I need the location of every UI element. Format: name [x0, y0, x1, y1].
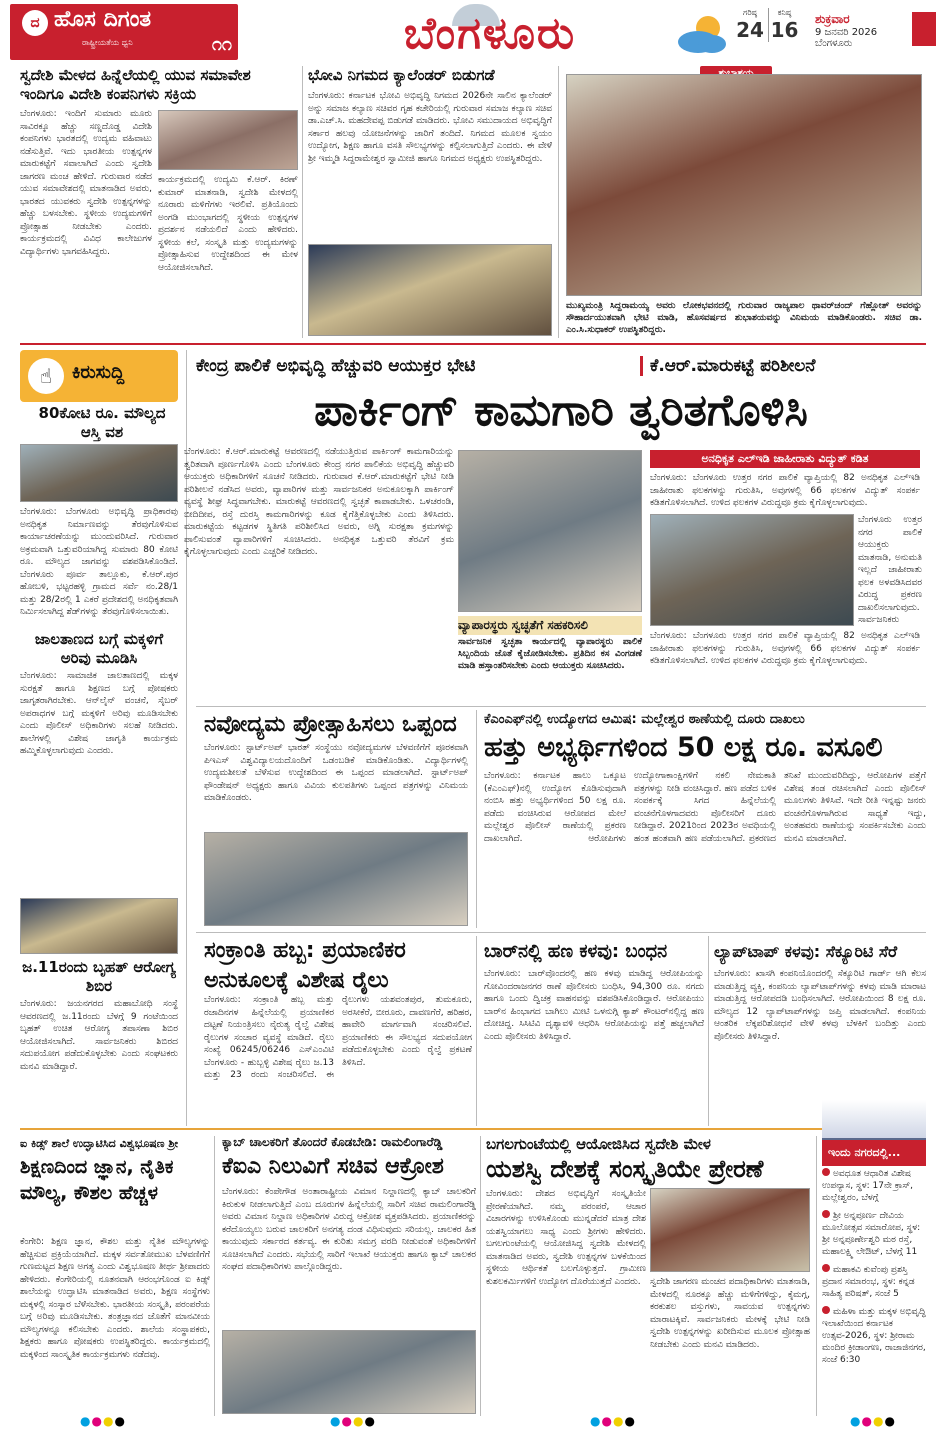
- top-left-body-2: ಕಾರ್ಯಕ್ರಮದಲ್ಲಿ ಉದ್ಯಮಿ ಕೆ.ಆರ್. ಕಿರಣ್ ಕುಮಾರ್ ಮಾತನಾಡಿ, ಸ್ವದೇಶಿ ಮೇಳದಲ್ಲಿ ನೂರಾರು ಮಳಿಗೆಗಳು ಇರಲಿವೆ. ಪ್ರತಿಯೊಂದು ಅಂಗಡಿ ಮುಂಭಾಗದಲ್ಲಿ ಸ್ಥಳೀಯ ಉತ್ಪನ್ನಗಳ ಪ್ರದರ್ಶನ ನಡೆಯಲಿದೆ ಎಂದು ಹೇಳಿದರು. ಸ್ಥಳೀಯ ಕಲೆ, ಸಂಸ್ಕೃತಿ ಮತ್ತು ಉದ್ಯಮಗಳನ್ನು ಪ್ರೋತ್ಸಾಹಿಸುವ ಉದ್ದೇಶದಿಂದ ಈ ಮೇಳ ಆಯೋಜಿಸಲಾಗಿದೆ.: [158, 175, 298, 273]
- bullet-icon: [822, 1168, 830, 1176]
- cab-photo: [222, 1330, 476, 1414]
- market-photo-title: ವ್ಯಾಪಾರಸ್ಥರು ಸ್ವಚ್ಛತೆಗೆ ಸಹಕರಿಸಲಿ: [458, 616, 642, 635]
- bhovi-body: ಬೆಂಗಳೂರು: ಕರ್ನಾಟಕ ಭೋವಿ ಅಭಿವೃದ್ಧಿ ನಿಗಮದ 2026ನೇ ಸಾಲಿನ ಕ್ಯಾಲೆಂಡರ್ ಅನ್ನು ಸಮಾಜ ಕಲ್ಯಾಣ ಸಚಿವರ ಗೃಹ ಕಚೇರಿಯಲ್ಲಿ ಗುರುವಾರ ಸಮಾಜ ಕಲ್ಯಾಣ ಸಚಿವ ಡಾ.ಎಚ್.ಸಿ. ಮಹದೇವಪ್ಪ ಬಿಡುಗಡೆ ಮಾಡಿದರು. ಭೋವಿ ಸಮುದಾಯದ ಅಭಿವೃದ್ಧಿಗೆ ಸರ್ಕಾರ ಹಲವು ಯೋಜನೆಗಳನ್ನು ಜಾರಿಗೆ ತಂದಿದೆ. ನಿಗಮದ ಮೂಲಕ ಸ್ವಯಂ ಉದ್ಯೋಗ, ಶಿಕ್ಷಣ ಹಾಗೂ ವಸತಿ ಸೌಲಭ್ಯಗಳನ್ನು ಕಲ್ಪಿಸಲಾಗುತ್ತಿದೆ ಎಂದರು. ಈ ವೇಳೆ ಶ್ರೀ ಇಮ್ಮಡಿ ಸಿದ್ದರಾಮೇಶ್ವರ ಸ್ವಾಮೀಜಿ ಹಾಗೂ ನಿಗಮದ ಅಧ್ಯಕ್ಷರು ಉಪಸ್ಥಿತರಿದ್ದರು.: [308, 91, 552, 164]
- brief-1-body: ಬೆಂಗಳೂರು: ಬೆಂಗಳೂರು ಅಭಿವೃದ್ಧಿ ಪ್ರಾಧಿಕಾರವು ಅನಧಿಕೃತ ನಿರ್ಮಾಣವನ್ನು ತೆರವುಗೊಳಿಸುವ ಕಾರ್ಯಾಚರಣೆಯನ್ನು ಮುಂದುವರಿಸಿದೆ. ಗುರುವಾರ ಅಕ್ರಮವಾಗಿ ಒತ್ತುವರಿಯಾಗಿದ್ದ ಸುಮಾರು 80 ಕೋಟಿ ರೂ. ಮೌಲ್ಯದ ಜಾಗವನ್ನು ವಶಪಡಿಸಿಕೊಂಡಿದೆ. ಬೆಂಗಳೂರು ಪೂರ್ವ ತಾಲ್ಲೂಕು, ಕೆ.ಆರ್.ಪುರ ಹೋಬಳಿ, ಭಟ್ಟರಹಳ್ಳಿ ಗ್ರಾಮದ ಸರ್ವೆ ನಂ.28/1 ಮತ್ತು 28/2ರಲ್ಲಿ 1 ಎಕರೆ ಪ್ರದೇಶದಲ್ಲಿ ಅನಧಿಕೃತವಾಗಿ ನಿರ್ಮಿಸಲಾಗಿದ್ದ ಶೆಡ್‌ಗಳನ್ನು ತೆರವುಗೊಳಿಸಲಾಯಿತು.: [20, 507, 178, 617]
- column-divider: [708, 936, 709, 1126]
- kmf-headline: ಹತ್ತು ಅಭ್ಯರ್ಥಿಗಳಿಂದ 50 ಲಕ್ಷ ರೂ. ವಸೂಲಿ: [484, 732, 883, 763]
- column-divider: [302, 66, 303, 338]
- brief-2-body: ಬೆಂಗಳೂರು: ಸಾಮಾಜಿಕ ಜಾಲತಾಣದಲ್ಲಿ ಮಕ್ಕಳ ಸುರಕ್ಷತೆ ಹಾಗೂ ಶಿಕ್ಷಣದ ಬಗ್ಗೆ ಪೋಷಕರು ಜಾಗೃತರಾಗಿರಬೇಕು. ಆನ್‌ಲೈನ್ ವಂಚನೆ, ಸೈಬರ್ ಅಪರಾಧಗಳ ಬಗ್ಗೆ ಮಕ್ಕಳಿಗೆ ಅರಿವು ಮೂಡಿಸಬೇಕು ಎಂದು ಪೊಲೀಸ್ ಅಧಿಕಾರಿಗಳು ಸಲಹೆ ನೀಡಿದರು. ಶಾಲೆಗಳಲ್ಲಿ ವಿಶೇಷ ಜಾಗೃತಿ ಕಾರ್ಯಕ್ರಮ ಹಮ್ಮಿಕೊಳ್ಳಲಾಗುವುದು ಎಂದರು.: [20, 671, 178, 756]
- bullet-icon: [822, 1306, 830, 1314]
- school-kicker: ಐ ಕಿಡ್ಸ್ ಶಾಲೆ ಉದ್ಘಾಟಿಸಿದ ವಿಶ್ವಭೂಷಣ ಶ್ರೀ: [20, 1137, 179, 1150]
- brief-2-title: ಜಾಲತಾಣದ ಬಗ್ಗೆ ಮಕ್ಕಳಿಗೆ ಅರಿವು ಮೂಡಿಸಿ: [34, 630, 164, 667]
- kiru-suddi-banner: [20, 350, 178, 402]
- train-headline: ಸಂಕ್ರಾಂತಿ ಹಬ್ಬ: ಪ್ರಯಾಣಿಕರ ಅನುಕೂಲಕ್ಕೆ ವಿಶೇಷ ರೈಲು: [204, 938, 406, 993]
- weekday: ಶುಕ್ರವಾರ: [815, 12, 850, 26]
- main-kicker-left: ಕೇಂದ್ರ ಪಾಲಿಕೆ ಅಭಿವೃದ್ಧಿ ಹೆಚ್ಚುವರಿ ಆಯುಕ್ತರ ಭೇಟಿ: [196, 356, 476, 376]
- school-headline: ಶಿಕ್ಷಣದಿಂದ ಜ್ಞಾನ, ನೈತಿಕ ಮೌಲ್ಯ, ಕೌಶಲ ಹೆಚ್ಚಳ: [20, 1156, 174, 1204]
- hand-pointer-icon: ☝: [28, 358, 64, 394]
- logo-number: ೧೧: [211, 34, 232, 55]
- registration-marks: ●●●●: [590, 1414, 636, 1428]
- registration-marks: ●●●●: [850, 1414, 896, 1428]
- header-accent-bar: [912, 12, 936, 46]
- registration-marks: ●●●●: [80, 1414, 126, 1428]
- swadeshi-headline: ಯಶಸ್ವಿ ದೇಶಕ್ಕೆ ಸಂಸ್ಕೃತಿಯೇ ಪ್ರೇರಣೆ: [486, 1155, 764, 1183]
- events-title: ಇಂದು ನಗರದಲ್ಲಿ...: [822, 1140, 926, 1166]
- cab-body: ಬೆಂಗಳೂರು: ಕೆಂಪೇಗೌಡ ಅಂತಾರಾಷ್ಟ್ರೀಯ ವಿಮಾನ ನಿಲ್ದಾಣದಲ್ಲಿ ಕ್ಯಾಬ್ ಚಾಲಕರಿಗೆ ಕಿರುಕುಳ ನೀಡಲಾಗುತ್ತಿದೆ ಎಂಬ ದೂರುಗಳ ಹಿನ್ನೆಲೆಯಲ್ಲಿ ಸಾರಿಗೆ ಸಚಿವ ರಾಮಲಿಂಗಾರೆಡ್ಡಿ ಅವರು ವಿಮಾನ ನಿಲ್ದಾಣ ಅಧಿಕಾರಿಗಳ ವಿರುದ್ಧ ಆಕ್ರೋಶ ವ್ಯಕ್ತಪಡಿಸಿದರು. ಪ್ರಯಾಣಿಕರನ್ನು ಕರೆದೊಯ್ಯಲು ಬರುವ ಚಾಲಕರಿಗೆ ಅನಗತ್ಯ ದಂಡ ವಿಧಿಸುವುದು ಸರಿಯಲ್ಲ. ಚಾಲಕರ ಹಿತ ಕಾಯುವುದು ಸರ್ಕಾರದ ಕರ್ತವ್ಯ. ಈ ಕುರಿತು ಸಮಗ್ರ ವರದಿ ನೀಡುವಂತೆ ಅಧಿಕಾರಿಗಳಿಗೆ ಸೂಚಿಸಲಾಗಿದೆ ಎಂದರು. ಸಭೆಯಲ್ಲಿ ಸಾರಿಗೆ ಇಲಾಖೆ ಆಯುಕ್ತರು ಹಾಗೂ ಕ್ಯಾಬ್ ಚಾಲಕರ ಸಂಘದ ಪದಾಧಿಕಾರಿಗಳು ಪಾಲ್ಗೊಂಡಿದ್ದರು.: [222, 1187, 476, 1272]
- led-tag: ಅನಧಿಕೃತ ಎಲ್‌ಇಡಿ ಜಾಹೀರಾತು ವಿದ್ಯುತ್ ಕಡಿತ: [650, 450, 920, 468]
- brief-1-title: 80ಕೋಟಿ ರೂ. ಮೌಲ್ಯದ ಆಸ್ತಿ ವಶ: [38, 404, 166, 441]
- top-left-headline: ಸ್ವದೇಶಿ ಮೇಳದ ಹಿನ್ನೆಲೆಯಲ್ಲಿ ಯುವ ಸಮಾವೇಶ ಇಂದಿಗೂ ವಿದೇಶಿ ಕಂಪನಿಗಳು ಸಕ್ರಿಯ: [20, 66, 251, 103]
- kiru-suddi-title: ಕಿರುಸುದ್ದಿ: [72, 362, 125, 383]
- main-headline: ಪಾರ್ಕಿಂಗ್ ಕಾಮಗಾರಿ ತ್ವರಿತಗೊಳಿಸಿ: [314, 385, 808, 436]
- weather-max-label: ಗರಿಷ್ಠ: [743, 8, 757, 17]
- event-item: ಮಹಾಕವಿ ಕುವೆಂಪು ಪ್ರಶಸ್ತಿ ಪ್ರದಾನ ಸಮಾರಂಭ, ಸ್ಥಳ: ಕನ್ನಡ ಸಾಹಿತ್ಯ ಪರಿಷತ್, ಸಂಜೆ 5: [822, 1265, 915, 1299]
- brief-3-title: ಜ.11ರಂದು ಬೃಹತ್ ಆರೋಗ್ಯ ಶಿಬಿರ: [22, 958, 176, 995]
- column-divider: [476, 710, 477, 928]
- event-item: ಮಹಿಳಾ ಮತ್ತು ಮಕ್ಕಳ ಅಭಿವೃದ್ಧಿ ಇಲಾಖೆಯಿಂದ ಕರ್ನಾಟಕ ಉತ್ಸವ-2026, ಸ್ಥಳ: ಶ್ರೀರಾಮ ಮಂದಿರ ಕ್ರೀಡಾಂಗಣ, ರಾಜಾಜಿನಗರ, ಸಂಜೆ 6:30: [822, 1307, 926, 1365]
- logo-emblem-icon: ದ: [22, 10, 48, 36]
- logo-name: ಹೊಸ ದಿಗಂತ: [54, 7, 152, 32]
- kmf-kicker: ಕೆಎಂಎಫ್‌ನಲ್ಲಿ ಉದ್ಯೋಗದ ಆಮಿಷ: ಮಲ್ಲೇಶ್ವರ ಠಾಣೆಯಲ್ಲಿ ದೂರು ದಾಖಲು: [484, 712, 805, 727]
- swadeshi-photo: [650, 1188, 810, 1272]
- bar-body: ಬೆಂಗಳೂರು: ಬಾರ್‌ವೊಂದರಲ್ಲಿ ಹಣ ಕಳವು ಮಾಡಿದ್ದ ಆರೋಪಿಯನ್ನು ಗೋವಿಂದರಾಜನಗರ ಠಾಣೆ ಪೊಲೀಸರು ಬಂಧಿಸಿ, 94,300 ರೂ. ನಗದು ಹಾಗೂ ಒಂದು ದ್ವಿಚಕ್ರ ವಾಹನವನ್ನು ವಶಪಡಿಸಿಕೊಂಡಿದ್ದಾರೆ. ಆರೋಪಿಯು ಬಾರ್‌ನ ಹಿಂಭಾಗದ ಬಾಗಿಲು ಮೀಟಿ ಒಳನುಗ್ಗಿ ಕ್ಯಾಶ್ ಕೌಂಟರ್‌ನಲ್ಲಿದ್ದ ಹಣ ದೋಚಿದ್ದ. ಸಿಸಿಟಿವಿ ದೃಶ್ಯಾವಳಿ ಆಧರಿಸಿ ಆರೋಪಿಯನ್ನು ಪತ್ತೆ ಹಚ್ಚಲಾಗಿದೆ ಎಂದು ಪೊಲೀಸರು ತಿಳಿಸಿದ್ದಾರೆ.: [484, 969, 704, 1042]
- bhovi-headline: ಭೋವಿ ನಿಗಮದ ಕ್ಯಾಲೆಂಡರ್ ಬಿಡುಗಡೆ: [308, 66, 495, 84]
- column-divider: [214, 1136, 215, 1416]
- date-text: 9 ಜನವರಿ 2026: [815, 27, 878, 38]
- edition-title: ಬೆಂಗಳೂರು: [403, 8, 577, 59]
- bullet-icon: [822, 1264, 830, 1272]
- column-divider: [816, 1136, 817, 1416]
- registration-marks: ●●●●: [330, 1414, 376, 1428]
- market-photo-caption: ಸಾರ್ವಜನಿಕ ಸ್ವಚ್ಛತಾ ಕಾರ್ಯದಲ್ಲಿ ವ್ಯಾಪಾರಸ್ಥರು ಪಾಲಿಕೆ ಸಿಬ್ಬಂದಿಯ ಜೊತೆ ಕೈಜೋಡಿಸಬೇಕು. ಪ್ರತಿದಿನ ಕಸ ವಿಂಗಡಣೆ ಮಾಡಿ ಹಸ್ತಾಂತರಿಸಬೇಕು ಎಂದು ಆಯುಕ್ತರು ಸೂಚಿಸಿದರು.: [458, 637, 642, 671]
- startup-headline: ನವೋದ್ಯಮ ಪ್ರೋತ್ಸಾಹಿಸಲು ಒಪ್ಪಂದ: [204, 712, 457, 737]
- weather-max-value: 24: [736, 18, 764, 42]
- cab-kicker: ಕ್ಯಾಬ್ ಚಾಲಕರಿಗೆ ತೊಂದರೆ ಕೊಡಬೇಡಿ: ರಾಮಲಿಂಗಾರೆಡ್ಡಿ: [222, 1135, 443, 1149]
- laptop-headline: ಲ್ಯಾಪ್‌ಟಾಪ್ ಕಳವು: ಸೆಕ್ಯೂರಿಟಿ ಸೆರೆ: [714, 942, 898, 961]
- school-body: ಕೆಂಗೇರಿ: ಶಿಕ್ಷಣ ಜ್ಞಾನ, ಕೌಶಲ ಮತ್ತು ನೈತಿಕ ಮೌಲ್ಯಗಳನ್ನು ಹೆಚ್ಚಿಸುವ ಪ್ರಕ್ರಿಯೆಯಾಗಿದೆ. ಮಕ್ಕಳ ಸರ್ವತೋಮುಖ ಬೆಳವಣಿಗೆಗೆ ಗುಣಮಟ್ಟದ ಶಿಕ್ಷಣ ಅಗತ್ಯ ಎಂದು ವಿಶ್ವಭೂಷಣ ತೀರ್ಥ ಶ್ರೀಪಾದರು ಹೇಳಿದರು. ಕೆಂಗೇರಿಯಲ್ಲಿ ನೂತನವಾಗಿ ಆರಂಭಗೊಂಡ ಐ ಕಿಡ್ಸ್ ಶಾಲೆಯನ್ನು ಉದ್ಘಾಟಿಸಿ ಮಾತನಾಡಿದ ಅವರು, ಶಿಕ್ಷಣ ಸಂಸ್ಥೆಗಳು ಮಕ್ಕಳಲ್ಲಿ ಸಂಸ್ಕಾರ ಬೆಳೆಸಬೇಕು. ಭಾರತೀಯ ಸಂಸ್ಕೃತಿ, ಪರಂಪರೆಯ ಬಗ್ಗೆ ಅರಿವು ಮೂಡಿಸಬೇಕು. ತಂತ್ರಜ್ಞಾನದ ಜೊತೆಗೆ ಮಾನವೀಯ ಮೌಲ್ಯಗಳನ್ನೂ ಕಲಿಸಬೇಕು ಎಂದರು. ಶಾಲೆಯ ಸಂಸ್ಥಾಪಕರು, ಶಿಕ್ಷಕರು ಹಾಗೂ ಪೋಷಕರು ಉಪಸ್ಥಿತರಿದ್ದರು. ಕಾರ್ಯಕ್ರಮದಲ್ಲಿ ಮಕ್ಕಳಿಂದ ಸಾಂಸ್ಕೃತಿಕ ಕಾರ್ಯಕ್ರಮಗಳು ನಡೆದವು.: [20, 1237, 210, 1360]
- weather-box: [676, 8, 806, 60]
- column-divider: [480, 1136, 481, 1416]
- swadeshi-body-2: ಸ್ವದೇಶಿ ಜಾಗರಣ ಮಂಚದ ಪದಾಧಿಕಾರಿಗಳು ಮಾತನಾಡಿ, ಮೇಳದಲ್ಲಿ ನೂರಕ್ಕೂ ಹೆಚ್ಚು ಮಳಿಗೆಗಳಿದ್ದು, ಕೈಮಗ್ಗ, ಕರಕುಶಲ ವಸ್ತುಗಳು, ಸಾವಯವ ಉತ್ಪನ್ನಗಳು ಮಾರಾಟಕ್ಕಿವೆ. ಸಾರ್ವಜನಿಕರು ಮೇಳಕ್ಕೆ ಭೇಟಿ ನೀಡಿ ಸ್ವದೇಶಿ ಉತ್ಪನ್ನಗಳನ್ನು ಖರೀದಿಸುವ ಮೂಲಕ ಪ್ರೋತ್ಸಾಹ ನೀಡಬೇಕು ಎಂದು ಮನವಿ ಮಾಡಿದರು.: [650, 1277, 810, 1350]
- startup-photo: [204, 832, 468, 926]
- kicker-separator: [640, 356, 643, 376]
- column-divider: [476, 936, 477, 1126]
- weather-min-value: 16: [770, 18, 799, 42]
- bar-headline: ಬಾರ್‌ನಲ್ಲಿ ಹಣ ಕಳವು: ಬಂಧನ: [484, 941, 668, 962]
- led-body: ಬೆಂಗಳೂರು: ಬೆಂಗಳೂರು ಉತ್ತರ ನಗರ ಪಾಲಿಕೆ ವ್ಯಾಪ್ತಿಯಲ್ಲಿ 82 ಅನಧಿಕೃತ ಎಲ್‌ಇಡಿ ಜಾಹೀರಾತು ಫಲಕಗಳನ್ನು ಗುರುತಿಸಿ, ಅವುಗಳಲ್ಲಿ 66 ಫಲಕಗಳ ವಿದ್ಯುತ್ ಸಂಪರ್ಕ ಕಡಿತಗೊಳಿಸಲಾಗಿದೆ. ಉಳಿದ ಫಲಕಗಳ ವಿರುದ್ಧವೂ ಕ್ರಮ ಕೈಗೊಳ್ಳಲಾಗುವುದು.: [650, 473, 920, 508]
- section-rule: [196, 932, 926, 933]
- logo-tagline: ರಾಷ್ಟ್ರೀಯತೆಯ ಧ್ವನಿ: [82, 38, 133, 47]
- cm-governor-caption: ಮುಖ್ಯಮಂತ್ರಿ ಸಿದ್ದರಾಮಯ್ಯ ಅವರು ಲೋಕಭವನದಲ್ಲಿ ಗುರುವಾರ ರಾಜ್ಯಪಾಲ ಥಾವರ್‌ಚಂದ್ ಗೆಹ್ಲೋತ್ ಅವರನ್ನು ಸೌಹಾರ್ದಯುತವಾಗಿ ಭೇಟಿ ಮಾಡಿ, ಹೊಸವರ್ಷದ ಶುಭಾಶಯವನ್ನು ವಿನಿಮಯ ಮಾಡಿಕೊಂಡರು. ಸಚಿವ ಡಾ. ಎಂ.ಸಿ.ಸುಧಾಕರ್ ಉಪಸ್ಥಿತರಿದ್ದರು.: [566, 301, 922, 335]
- cm-governor-photo: [566, 74, 922, 296]
- top-left-body: ಬೆಂಗಳೂರು: ಇಂದಿಗೆ ಸುಮಾರು ಮೂರು ಸಾವಿರಕ್ಕೂ ಹೆಚ್ಚು ಸಣ್ಣದೊಡ್ಡ ವಿದೇಶಿ ಕಂಪನಿಗಳು ಭಾರತದಲ್ಲಿ ಉದ್ಯಮ ವಹಿವಾಟು ನಡೆಸುತ್ತಿವೆ. ಇದು ಭಾರತೀಯ ಉತ್ಪನ್ನಗಳ ಮಾರುಕಟ್ಟೆಗೆ ಸವಾಲಾಗಿದೆ ಎಂದು ಸ್ವದೇಶಿ ಜಾಗರಣ ಮಂಚ ಹೇಳಿದೆ. ಗುರುವಾರ ನಡೆದ ಯುವ ಸಮಾವೇಶದಲ್ಲಿ ಮಾತನಾಡಿದ ಅವರು, ಭಾರತದ ಯುವಕರು ಸ್ವದೇಶಿ ಉತ್ಪನ್ನಗಳನ್ನು ಹೆಚ್ಚು ಬಳಸಬೇಕು. ಸ್ಥಳೀಯ ಉದ್ಯಮಗಳಿಗೆ ಪ್ರೋತ್ಸಾಹ ನೀಡಬೇಕು ಎಂದರು. ಕಾರ್ಯಕ್ರಮದಲ್ಲಿ ವಿವಿಧ ಕಾಲೇಜುಗಳ ವಿದ್ಯಾರ್ಥಿಗಳು ಭಾಗವಹಿಸಿದ್ದರು.: [20, 109, 152, 257]
- sun-cloud-icon: [676, 12, 730, 56]
- bhovi-photo: [308, 244, 552, 336]
- kmf-body: ಬೆಂಗಳೂರು: ಕರ್ನಾಟಕ ಹಾಲು ಒಕ್ಕೂಟ (ಕೆಎಂಎಫ್)ನಲ್ಲಿ ಉದ್ಯೋಗ ಕೊಡಿಸುವುದಾಗಿ ನಂಬಿಸಿ ಹತ್ತು ಅಭ್ಯರ್ಥಿಗಳಿಂದ 50 ಲಕ್ಷ ರೂ. ಪಡೆದು ವಂಚಿಸಿರುವ ಆರೋಪದ ಮೇಲೆ ಮಲ್ಲೇಶ್ವರ ಪೊಲೀಸ್ ಠಾಣೆಯಲ್ಲಿ ಪ್ರಕರಣ ದಾಖಲಾಗಿದೆ. ಆರೋಪಿಗಳು ಉದ್ಯೋಗಾಕಾಂಕ್ಷಿಗಳಿಗೆ ನಕಲಿ ನೇಮಕಾತಿ ಪತ್ರಗಳನ್ನು ನೀಡಿ ವಂಚಿಸಿದ್ದಾರೆ. ಹಣ ಪಡೆದ ಬಳಿಕ ಸಂಪರ್ಕಕ್ಕೆ ಸಿಗದ ಹಿನ್ನೆಲೆಯಲ್ಲಿ ವಂಚನೆಗೊಳಗಾದವರು ಪೊಲೀಸರಿಗೆ ದೂರು ನೀಡಿದ್ದಾರೆ. 2021ರಿಂದ 2023ರ ಅವಧಿಯಲ್ಲಿ ಹಂತ ಹಂತವಾಗಿ ಹಣ ಪಡೆಯಲಾಗಿದೆ. ಪ್ರಕರಣದ ತನಿಖೆ ಮುಂದುವರಿದಿದ್ದು, ಆರೋಪಿಗಳ ಪತ್ತೆಗೆ ವಿಶೇಷ ತಂಡ ರಚಿಸಲಾಗಿದೆ ಎಂದು ಪೊಲೀಸ್ ಮೂಲಗಳು ತಿಳಿಸಿವೆ. ಇದೇ ರೀತಿ ಇನ್ನಷ್ಟು ಜನರು ವಂಚನೆಗೊಳಗಾಗಿರುವ ಸಾಧ್ಯತೆ ಇದ್ದು, ಅಂತಹವರು ಠಾಣೆಯನ್ನು ಸಂಪರ್ಕಿಸಬೇಕು ಎಂದು ಮನವಿ ಮಾಡಲಾಗಿದೆ.: [484, 771, 926, 844]
- cab-headline: ಕೆಐಎ ನಿಲುವಿಗೆ ಸಚಿವ ಆಕ್ರೋಶ: [222, 1154, 444, 1179]
- events-list: [822, 1168, 926, 1412]
- led-photo: [650, 514, 854, 626]
- train-body: ಬೆಂಗಳೂರು: ಸಂಕ್ರಾಂತಿ ಹಬ್ಬ ಮತ್ತು ರಜಾದಿನಗಳ ಹಿನ್ನೆಲೆಯಲ್ಲಿ ಪ್ರಯಾಣಿಕರ ದಟ್ಟಣೆ ನಿಯಂತ್ರಿಸಲು ನೈರುತ್ಯ ರೈಲ್ವೆ ವಿಶೇಷ ರೈಲುಗಳ ಸಂಚಾರ ವ್ಯವಸ್ಥೆ ಮಾಡಿದೆ. ರೈಲು ಸಂಖ್ಯೆ 06245/06246 ಎಸ್ಎಂವಿಟಿ ಬೆಂಗಳೂರು - ಹುಬ್ಬಳ್ಳಿ ವಿಶೇಷ ರೈಲು ಜ.13 ಮತ್ತು 23 ರಂದು ಸಂಚರಿಸಲಿದೆ. ಈ ರೈಲುಗಳು ಯಶವಂತಪುರ, ತುಮಕೂರು, ಅರಸೀಕೆರೆ, ಬೀರೂರು, ದಾವಣಗೆರೆ, ಹರಿಹರ, ಹಾವೇರಿ ಮಾರ್ಗವಾಗಿ ಸಂಚರಿಸಲಿವೆ. ಪ್ರಯಾಣಿಕರು ಈ ಸೌಲಭ್ಯದ ಸದುಪಯೋಗ ಪಡೆದುಕೊಳ್ಳಬೇಕು ಎಂದು ರೈಲ್ವೆ ಪ್ರಕಟಣೆ ತಿಳಿಸಿದೆ.: [204, 995, 472, 1080]
- main-kicker-right: ಕೆ.ಆರ್.ಮಾರುಕಟ್ಟೆ ಪರಿಶೀಲನೆ: [650, 356, 816, 376]
- brief-1-photo: [20, 444, 178, 502]
- top-left-photo: [158, 110, 298, 170]
- startup-body: ಬೆಂಗಳೂರು: ಸ್ಟಾರ್ಟ್‌ಅಪ್ ಭಾರತ್ ಸಂಸ್ಥೆಯು ನವೋದ್ಯಮಗಳ ಬೆಳವಣಿಗೆಗೆ ಪೂರಕವಾಗಿ ಪಿಇಎಸ್ ವಿಶ್ವವಿದ್ಯಾಲಯದೊಂದಿಗೆ ಒಡಂಬಡಿಕೆ ಮಾಡಿಕೊಂಡಿತು. ವಿದ್ಯಾರ್ಥಿಗಳಲ್ಲಿ ಉದ್ಯಮಶೀಲತೆ ಬೆಳೆಸುವ ಉದ್ದೇಶದಿಂದ ಈ ಒಪ್ಪಂದ ಮಾಡಲಾಗಿದೆ. ಸ್ಟಾರ್ಟ್‌ಅಪ್ ಫೌಂಡೇಷನ್ ಅಧ್ಯಕ್ಷರು ಹಾಗೂ ವಿವಿಯ ಕುಲಪತಿಗಳು ಒಪ್ಪಂದ ಪತ್ರಗಳನ್ನು ವಿನಿಮಯ ಮಾಡಿಕೊಂಡರು.: [204, 743, 468, 803]
- section-rule: [20, 1128, 926, 1130]
- brief-3-photo: [20, 898, 178, 954]
- led-body-2: ಬೆಂಗಳೂರು ಉತ್ತರ ನಗರ ಪಾಲಿಕೆ ಆಯುಕ್ತರು ಮಾತನಾಡಿ, ಅನುಮತಿ ಇಲ್ಲದೆ ಜಾಹೀರಾತು ಫಲಕ ಅಳವಡಿಸಿದವರ ವಿರುದ್ಧ ಪ್ರಕರಣ ದಾಖಲಿಸಲಾಗುವುದು. ಸಾರ್ವಜನಿಕರು: [858, 515, 922, 625]
- date-box: [815, 12, 925, 60]
- market-photo: [458, 450, 642, 612]
- laptop-body: ಬೆಂಗಳೂರು: ಖಾಸಗಿ ಕಂಪನಿಯೊಂದರಲ್ಲಿ ಸೆಕ್ಯೂರಿಟಿ ಗಾರ್ಡ್ ಆಗಿ ಕೆಲಸ ಮಾಡುತ್ತಿದ್ದ ವ್ಯಕ್ತಿ, ಕಂಪನಿಯ ಲ್ಯಾಪ್‌ಟಾಪ್‌ಗಳನ್ನು ಕಳವು ಮಾಡಿ ಮಾರಾಟ ಮಾಡುತ್ತಿದ್ದ ಆರೋಪದಡಿ ಬಂಧಿಸಲಾಗಿದೆ. ಆರೋಪಿಯಿಂದ 8 ಲಕ್ಷ ರೂ. ಮೌಲ್ಯದ 12 ಲ್ಯಾಪ್‌ಟಾಪ್‌ಗಳನ್ನು ಜಪ್ತಿ ಮಾಡಲಾಗಿದೆ. ಕಂಪನಿಯ ಆಂತರಿಕ ಲೆಕ್ಕಪರಿಶೋಧನೆ ವೇಳೆ ಕಳವು ಬೆಳಕಿಗೆ ಬಂದಿತ್ತು ಎಂದು ಪೊಲೀಸರು ತಿಳಿಸಿದ್ದಾರೆ.: [714, 969, 926, 1042]
- section-rule: [196, 706, 926, 707]
- date-city: ಬೆಂಗಳೂರು: [815, 38, 853, 49]
- weather-min-label: ಕನಿಷ್ಠ: [777, 8, 792, 17]
- swadeshi-body: ಬೆಂಗಳೂರು: ದೇಶದ ಅಭಿವೃದ್ಧಿಗೆ ಸಂಸ್ಕೃತಿಯೇ ಪ್ರೇರಣೆಯಾಗಿದೆ. ನಮ್ಮ ಪರಂಪರೆ, ಆಚಾರ ವಿಚಾರಗಳನ್ನು ಉಳಿಸಿಕೊಂಡು ಮುನ್ನಡೆದರೆ ಮಾತ್ರ ದೇಶ ಯಶಸ್ವಿಯಾಗಲು ಸಾಧ್ಯ ಎಂದು ಶ್ರೀಗಳು ಹೇಳಿದರು. ಬಗಲಗುಂಟೆಯಲ್ಲಿ ಆಯೋಜಿಸಿದ್ದ ಸ್ವದೇಶಿ ಮೇಳದಲ್ಲಿ ಮಾತನಾಡಿದ ಅವರು, ಸ್ವದೇಶಿ ಉತ್ಪನ್ನಗಳ ಬಳಕೆಯಿಂದ ಸ್ಥಳೀಯ ಆರ್ಥಿಕತೆ ಬಲಗೊಳ್ಳುತ್ತದೆ. ಗ್ರಾಮೀಣ ಕುಶಲಕರ್ಮಿಗಳಿಗೆ ಉದ್ಯೋಗ ದೊರೆಯುತ್ತದೆ ಎಂದರು.: [486, 1189, 646, 1287]
- event-item: ಶ್ರೀ ಅನ್ನಪೂರ್ಣ ದೇವಿಯ ಮೂಲೋತ್ಸವ ಸಮಾರೋಪ, ಸ್ಥಳ: ಶ್ರೀ ಅನ್ನಪೂರ್ಣೇಶ್ವರಿ ಮಠ ರಸ್ತೆ, ಮಹಾಲಕ್ಷ್ಮಿ ಲೇಔಟ್, ಬೆಳಗ್ಗೆ 11: [822, 1211, 921, 1257]
- main-body: ಬೆಂಗಳೂರು: ಕೆ.ಆರ್.ಮಾರುಕಟ್ಟೆ ಆವರಣದಲ್ಲಿ ನಡೆಯುತ್ತಿರುವ ಪಾರ್ಕಿಂಗ್ ಕಾಮಗಾರಿಯನ್ನು ತ್ವರಿತವಾಗಿ ಪೂರ್ಣಗೊಳಿಸಿ ಎಂದು ಬೆಂಗಳೂರು ಕೇಂದ್ರ ನಗರ ಪಾಲಿಕೆಯ ಅಭಿವೃದ್ಧಿ ಹೆಚ್ಚುವರಿ ಆಯುಕ್ತರು ಅಧಿಕಾರಿಗಳಿಗೆ ಸೂಚನೆ ನೀಡಿದರು. ಗುರುವಾರ ಕೆ.ಆರ್.ಮಾರುಕಟ್ಟೆಗೆ ಭೇಟಿ ನೀಡಿ ಪರಿಶೀಲನೆ ನಡೆಸಿದ ಅವರು, ವ್ಯಾಪಾರಿಗಳ ಮತ್ತು ಸಾರ್ವಜನಿಕರ ಅನುಕೂಲಕ್ಕಾಗಿ ಪಾರ್ಕಿಂಗ್ ವ್ಯವಸ್ಥೆ ಶೀಘ್ರ ಸಿದ್ಧವಾಗಬೇಕು. ಮಾರುಕಟ್ಟೆ ಆವರಣದಲ್ಲಿ ಸ್ವಚ್ಛತೆ ಕಾಪಾಡಬೇಕು. ಒಳಚರಂಡಿ, ಬೀದಿದೀಪ, ರಸ್ತೆ ದುರಸ್ತಿ ಕಾಮಗಾರಿಗಳನ್ನು ಕೂಡ ಕೈಗೆತ್ತಿಕೊಳ್ಳಬೇಕು ಎಂದು ತಿಳಿಸಿದರು. ಮಾರುಕಟ್ಟೆಯ ಕಟ್ಟಡಗಳ ಸ್ಥಿತಿಗತಿ ಪರಿಶೀಲಿಸಿದ ಅವರು, ಅಗ್ನಿ ಸುರಕ್ಷತಾ ಕ್ರಮಗಳನ್ನು ಪಾಲಿಸುವಂತೆ ವ್ಯಾಪಾರಿಗಳಿಗೆ ಸೂಚಿಸಿದರು. ಅನಧಿಕೃತ ಒತ್ತುವರಿ ತೆರವಿಗೆ ಕ್ರಮ ಕೈಗೊಳ್ಳಲಾಗುವುದು ಎಂದು ಎಚ್ಚರಿಕೆ ನೀಡಿದರು.: [184, 447, 454, 557]
- brief-3-body: ಬೆಂಗಳೂರು: ಜಯನಗರದ ಮಹಾಬೋಧಿ ಸಂಸ್ಥೆ ಆವರಣದಲ್ಲಿ ಜ.11ರಂದು ಬೆಳಗ್ಗೆ 9 ಗಂಟೆಯಿಂದ ಬೃಹತ್ ಉಚಿತ ಆರೋಗ್ಯ ತಪಾಸಣಾ ಶಿಬಿರ ಆಯೋಜಿಸಲಾಗಿದೆ. ಸಾರ್ವಜನಿಕರು ಶಿಬಿರದ ಸದುಪಯೋಗ ಪಡೆದುಕೊಳ್ಳಬೇಕು ಎಂದು ಸಂಘಟಕರು ಮನವಿ ಮಾಡಿದ್ದಾರೆ.: [20, 999, 178, 1072]
- city-skyline-graphic: [822, 1100, 926, 1140]
- masthead-logo: [10, 4, 238, 60]
- event-item: ಅವಧೂತ ಆಧಾರಿತ ವಿಶೇಷ ಉಪನ್ಯಾಸ, ಸ್ಥಳ: 17ನೇ ಕ್ರಾಸ್, ಮಲ್ಲೇಶ್ವರಂ, ಬೆಳಗ್ಗೆ: [822, 1169, 913, 1203]
- column-divider: [558, 66, 559, 338]
- swadeshi-kicker: ಬಗಲಗುಂಟೆಯಲ್ಲಿ ಆಯೋಜಿಸಿದ ಸ್ವದೇಶಿ ಮೇಳ: [486, 1135, 711, 1153]
- section-rule: [20, 343, 926, 345]
- bullet-icon: [822, 1210, 830, 1218]
- led-body-3: ಬೆಂಗಳೂರು: ಬೆಂಗಳೂರು ಉತ್ತರ ನಗರ ಪಾಲಿಕೆ ವ್ಯಾಪ್ತಿಯಲ್ಲಿ 82 ಅನಧಿಕೃತ ಎಲ್‌ಇಡಿ ಜಾಹೀರಾತು ಫಲಕಗಳನ್ನು ಗುರುತಿಸಿ, ಅವುಗಳಲ್ಲಿ 66 ಫಲಕಗಳ ವಿದ್ಯುತ್ ಸಂಪರ್ಕ ಕಡಿತಗೊಳಿಸಲಾಗಿದೆ. ಉಳಿದ ಫಲಕಗಳ ವಿರುದ್ಧವೂ ಕ್ರಮ ಕೈಗೊಳ್ಳಲಾಗುವುದು.: [650, 631, 920, 666]
